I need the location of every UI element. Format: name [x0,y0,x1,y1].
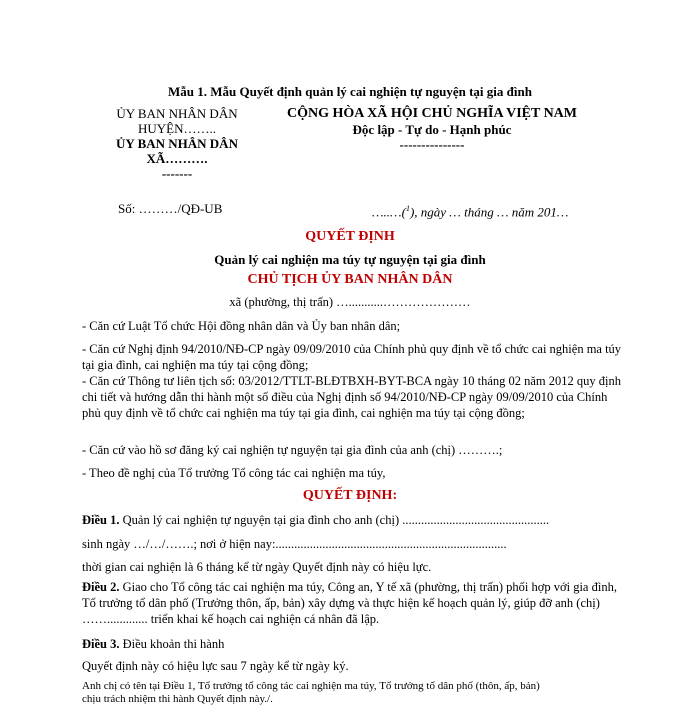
final-line-2: chịu trách nhiệm thi hành Quyết định này./. [82,693,273,705]
effect-clause: Quyết định này có hiệu lực sau 7 ngày kể từ ngày ký. [82,659,349,673]
basis-item-4: - Căn cứ vào hồ sơ đăng ký cai nghiện tự nguyện tại gia đình của anh (chị) ……….; [82,443,503,457]
basis-item-3: - Căn cứ Thông tư liên tịch số: 03/2012/TTLT-BLĐTBXH-BYT-BCA ngày 10 tháng 02 năm 2012 quy định chi tiết và hướng dẫn thi hành một số điều của Nghị định số 94/2010/NĐ-CP ngày 09/09/2010 của Chính phủ quy định về tổ chức cai nghiện ma túy tại gia đình, cai nghiện ma túy tại cộng đồng; [82,374,621,420]
nation-line-2: Độc lập - Tự do - Hạnh phúc [352,122,512,137]
decision-title: QUYẾT ĐỊNH [305,229,395,244]
authority-subtitle: xã (phường, thị trấn) …...........………………… [229,295,471,309]
decision-subtitle: Quản lý cai nghiện ma túy tự nguyện tại gia đình [214,252,486,267]
decision-heading: QUYẾT ĐỊNH: [302,488,398,503]
article-2-text: Giao cho Tổ công tác cai nghiện ma túy, Công an, Y tế xã (phường, thị trấn) phối hợp với gia đình, Tổ trưởng tổ dân phố (Trưởng thôn, ấp, bản) xây dựng và thực hiện kế hoạch quản lý, giúp đỡ anh (chị) ……............. triển khai kế hoạch cai nghiện cá nhân đã lập. [82,580,617,626]
article-1-line-3: thời gian cai nghiện là 6 tháng kể từ ngày Quyết định này có hiệu lực. [82,560,432,574]
date-suffix: ), ngày … tháng … năm 201… [409,204,569,220]
document-date [372,201,568,220]
issuer-line-1: ỦY BAN NHÂN DÂN [116,106,238,121]
article-3-text: Điều khoản thi hành [119,637,225,651]
article-1 [82,512,549,528]
issuer-divider: ------- [161,166,193,181]
article-1-label: Điều 1. [82,513,120,527]
basis-item-1: - Căn cứ Luật Tổ chức Hội đồng nhân dân và Ủy ban nhân dân; [82,319,401,333]
final-line-1: Anh chị có tên tại Điều 1, Tổ trưởng tổ công tác cai nghiện ma túy, Tổ trưởng tổ dân phố (thôn, ấp, bản) [82,680,540,692]
issuer-line-4: XÃ………. [146,151,208,166]
basis-item-2: - Căn cứ Nghị định 94/2010/NĐ-CP ngày 09/09/2010 của Chính phủ quy định về tổ chức cai nghiện ma túy tại gia đình, cai nghiện ma túy tại cộng đồng; [82,342,622,372]
article-2 [82,579,622,627]
nation-block [282,106,582,152]
article-2-label: Điều 2. [82,580,120,594]
template-title: Mẫu 1. Mẫu Quyết định quản lý cai nghiện tự nguyện tại gia đình [168,84,532,99]
basis-item-5: - Theo đề nghị của Tổ trưởng Tổ công tác cai nghiện ma túy, [82,466,386,480]
article-3 [82,636,224,652]
date-footnote: 1 [405,204,410,213]
article-1-text: Quản lý cai nghiện tự nguyện tại gia đình cho anh (chị) ............................................... [119,513,550,527]
article-3-label: Điều 3. [82,637,120,651]
issuer-block [92,106,262,181]
document-number: Số: ………/QĐ-UB [118,201,223,216]
issuer-line-3: ỦY BAN NHÂN DÂN [116,136,238,151]
nation-line-1: CỘNG HÒA XÃ HỘI CHỦ NGHĨA VIỆT NAM [286,106,577,121]
nation-divider: --------------- [399,137,465,152]
authority-title: CHỦ TỊCH ỦY BAN NHÂN DÂN [247,272,453,287]
date-prefix: …..…( [372,204,406,220]
issuer-line-2: HUYỆN…….. [138,121,216,136]
article-1-line-2: sinh ngày …/…/…….; nơi ở hiện nay:.......................................................................... [82,537,507,551]
